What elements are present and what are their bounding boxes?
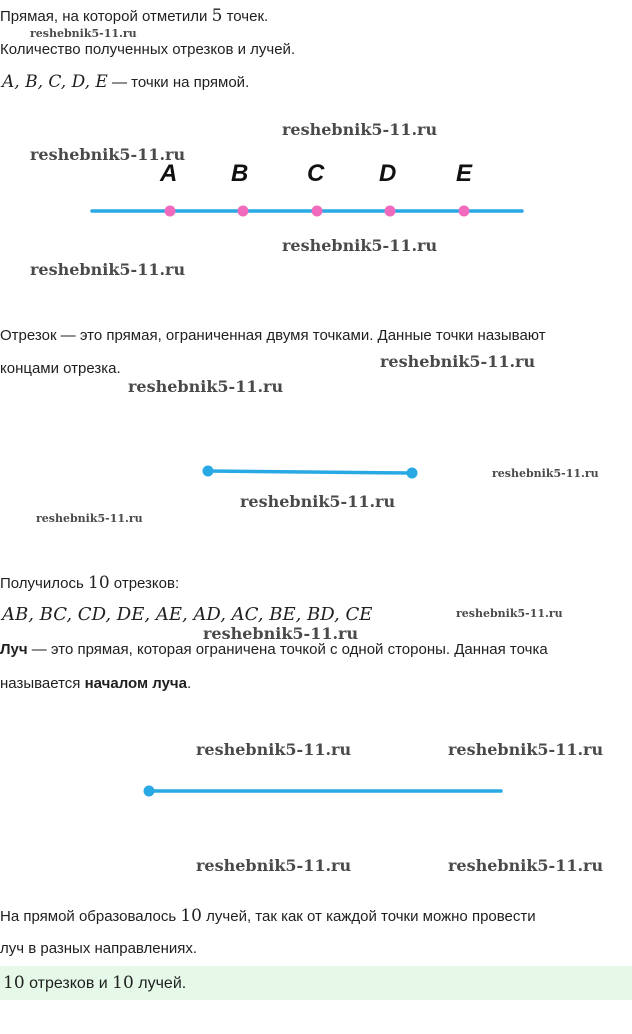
watermark: reshebnik5-11.ru [282,236,438,255]
problem-title: Прямая, на которой отметили 5 точек. [0,6,269,26]
point-label-e: E [456,160,473,187]
point-label-c: C [307,160,325,187]
problem-subtitle: Количество полученных отрезков и лучей. [0,41,296,58]
points-math: A, B, C, D, E [2,72,108,92]
answer-box [0,966,632,1000]
watermark: reshebnik5-11.ru [203,624,359,643]
segment-definition-line1: Отрезок — это прямая, ограниченная двумя точками. Данные точки называют [0,327,546,344]
point-count: 5 [211,6,223,26]
points-intro: A, B, C, D, E — точки на прямой. [2,72,250,92]
ray-start-term: началом луча [84,675,187,692]
watermark: reshebnik5-11.ru [448,740,604,759]
segments-count: Получилось 10 отрезков: [0,573,180,593]
segments-list: AB, BC, CD, DE, AE, AD, AC, BE, BD, CE [2,604,373,625]
watermark: reshebnik5-11.ru [30,145,186,164]
point-c [312,206,323,217]
rays-count-line1: На прямой образовалось 10 лучей, так как от каждой точки можно провести [0,906,536,926]
watermark: reshebnik5-11.ru [196,740,352,759]
segment-definition-line2: концами отрезка. [0,360,121,377]
point-d [385,206,396,217]
watermark: reshebnik5-11.ru [282,120,438,139]
ray-definition-line1: Луч — это прямая, которая ограничена точкой с одной стороны. Данная точка [0,641,548,658]
watermark: reshebnik5-11.ru [36,512,143,525]
point-label-d: D [379,160,397,187]
watermark: reshebnik5-11.ru [380,352,536,371]
point-e [459,206,470,217]
point-label-b: B [231,160,249,187]
watermark: reshebnik5-11.ru [128,377,284,396]
answer-text: 10 отрезков и 10 лучей. [3,973,187,993]
point-a [165,206,176,217]
watermark: reshebnik5-11.ru [456,607,563,620]
watermark: reshebnik5-11.ru [492,467,599,480]
segment-end-left [203,466,214,477]
watermark: reshebnik5-11.ru [448,856,604,875]
watermark: reshebnik5-11.ru [196,856,352,875]
segment-end-right [407,468,418,479]
watermark: reshebnik5-11.ru [30,27,137,40]
point-label-a: A [160,160,178,187]
watermark: reshebnik5-11.ru [240,492,396,511]
ray-start [144,786,155,797]
ray-definition-line2: называется началом луча. [0,675,192,692]
rays-count-line2: луч в разных направлениях. [0,940,198,957]
ray-term: Луч [0,641,28,658]
watermark: reshebnik5-11.ru [30,260,186,279]
point-b [238,206,249,217]
segment-line [208,471,412,473]
